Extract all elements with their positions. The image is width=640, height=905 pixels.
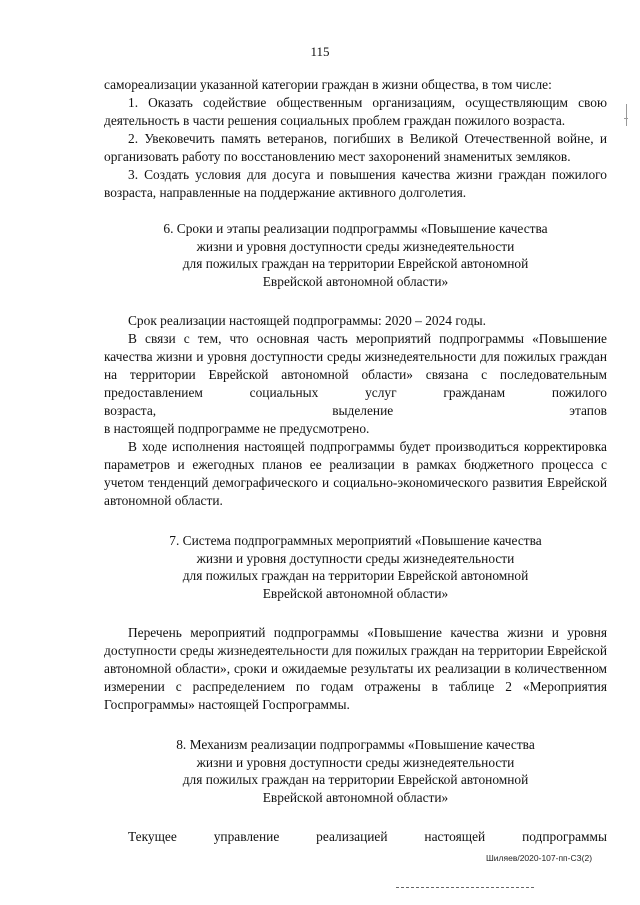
section-8-heading bbox=[104, 736, 607, 806]
scan-mark bbox=[624, 118, 628, 119]
heading-line: Еврейской автономной области» bbox=[262, 789, 449, 805]
heading-line: Еврейской автономной области» bbox=[262, 273, 449, 289]
heading-line: для пожилых граждан на территории Еврейской автономной bbox=[182, 256, 529, 271]
split-word: выделение bbox=[332, 403, 394, 418]
heading-line: жизни и уровня доступности среды жизнедеятельности bbox=[196, 238, 515, 254]
split-word: возраста, bbox=[104, 403, 157, 418]
section-6-term: Срок реализации настоящей подпрограммы: 2020 – 2024 годы. bbox=[128, 313, 486, 328]
document-code: Шиляев/2020-107-пп-СЗ(2) bbox=[486, 853, 593, 863]
intro-item-3: 3. Создать условия для досуга и повышения качества жизни граждан пожилого возраста, направленные на поддержание активного долголетия. bbox=[104, 167, 607, 200]
scan-edge-line bbox=[396, 887, 536, 888]
section-6-paragraph-3: В ходе исполнения настоящей подпрограммы будет производиться корректировка параметров и ежегодных планов ее реализации в рамках бюджетного процесса с учетом тенденций демографического и социально-экономического развития Еврейской автономной области. bbox=[104, 439, 607, 508]
heading-line: для пожилых граждан на территории Еврейской автономной bbox=[182, 568, 529, 583]
section-8-paragraph: Текущее управление реализацией настоящей подпрограммы bbox=[128, 829, 607, 844]
heading-line: Еврейской автономной области» bbox=[262, 585, 449, 601]
intro-lead: самореализации указанной категории граждан в жизни общества, в том числе: bbox=[104, 77, 552, 92]
heading-line: жизни и уровня доступности среды жизнедеятельности bbox=[196, 754, 515, 770]
section-6-paragraph-2-split bbox=[104, 402, 607, 420]
heading-line: 8. Механизм реализации подпрограммы «Повышение качества bbox=[176, 737, 535, 752]
section-6-paragraph-2-end: в настоящей подпрограмме не предусмотрено. bbox=[104, 421, 370, 436]
scan-mark bbox=[626, 104, 627, 126]
section-7-paragraph: Перечень мероприятий подпрограммы «Повышение качества жизни и уровня доступности среды жизнедеятельности для пожилых граждан на территории Еврейской автономной области», сроки и ожидаемые результаты их реализации в количественном измерении с распределением по годам отражены в таблице 2 «Мероприятия Госпрограммы» настоящей Госпрограммы. bbox=[104, 625, 607, 712]
intro-item-1: 1. Оказать содействие общественным организациям, осуществляющим свою деятельность в части решения социальных проблем граждан пожилого возраста. bbox=[104, 95, 607, 128]
heading-line: жизни и уровня доступности среды жизнедеятельности bbox=[196, 550, 515, 566]
section-7-heading bbox=[104, 532, 607, 602]
section-6-paragraph-2: В связи с тем, что основная часть мероприятий подпрограммы «Повышение качества жизни и уровня доступности среды жизнедеятельности для пожилых граждан на территории Еврейской автономной области» связана с последовательным предоставлением социальных услуг гражданам пожилого bbox=[104, 331, 607, 400]
heading-line: для пожилых граждан на территории Еврейской автономной bbox=[182, 772, 529, 787]
section-6-heading bbox=[104, 220, 607, 290]
split-word: этапов bbox=[569, 403, 607, 418]
page-number: 115 bbox=[310, 44, 330, 59]
heading-line: 6. Сроки и этапы реализации подпрограммы «Повышение качества bbox=[163, 221, 548, 236]
heading-line: 7. Система подпрограммных мероприятий «Повышение качества bbox=[169, 533, 542, 548]
document-body bbox=[104, 76, 607, 846]
intro-item-2: 2. Увековечить память ветеранов, погибших в Великой Отечественной войне, и организовать работу по восстановлению мест захоронений знаменитых земляков. bbox=[104, 131, 607, 164]
